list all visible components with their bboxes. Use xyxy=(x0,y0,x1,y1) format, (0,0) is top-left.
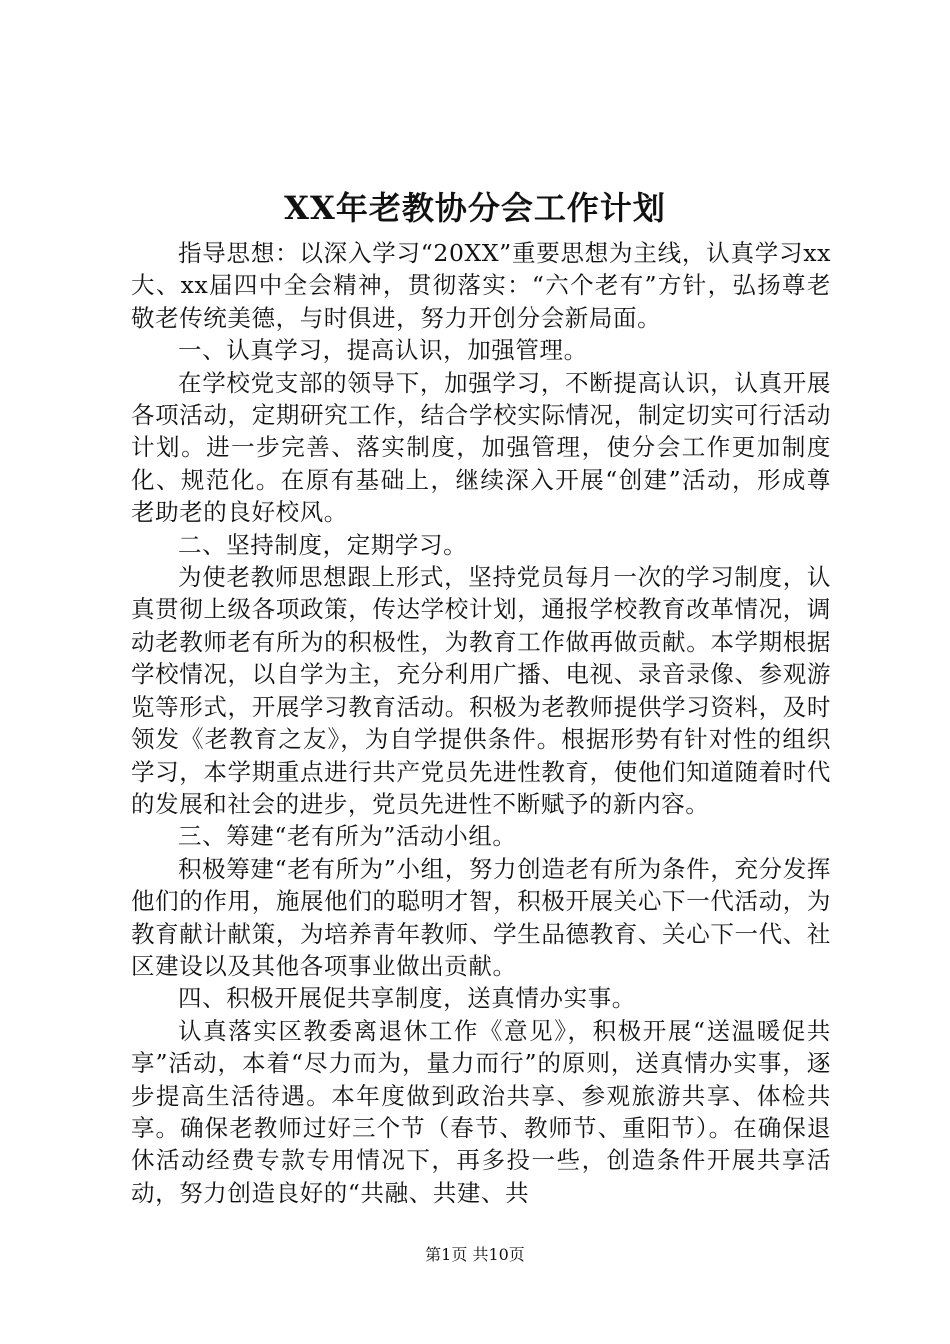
document-body xyxy=(131,237,831,1209)
document-title: XX年老教协分会工作计划 xyxy=(284,189,666,227)
section-heading-1: 一、认真学习，提高认识，加强管理。 xyxy=(178,336,588,365)
paragraph-section-4: 认真落实区教委离退休工作《意见》，积极开展“送温暖促共享”活动，本着“尽力而为，量力而行”的原则，送真情办实事，逐步提高生活待遇。本年度做到政治共享、参观旅游共享、体检共享。确保老教师过好三个节（春节、教师节、重阳节）。在确保退休活动经费专款专用情况下，再多投一些，创造条件开展共享活动，努力创造良好的“共融、共建、共 xyxy=(131,1016,831,1207)
page-number-footer: 第1页 共10页 xyxy=(425,1245,525,1264)
section-heading-2: 二、坚持制度，定期学习。 xyxy=(178,530,468,559)
section-heading-3: 三、筹建“老有所为”活动小组。 xyxy=(178,822,517,851)
paragraph-section-3: 积极筹建“老有所为”小组，努力创造老有所为条件，充分发挥他们的作用，施展他们的聪明才智，积极开展关心下一代活动，为教育献计献策，为培养青年教师、学生品德教育、关心下一代、社区建设以及其他各项事业做出贡献。 xyxy=(131,854,831,980)
paragraph-section-2: 为使老教师思想跟上形式，坚持党员每月一次的学习制度，认真贯彻上级各项政策，传达学校计划，通报学校教育改革情况，调动老教师老有所为的积极性，为教育工作做再做贡献。本学期根据学校情况，以自学为主，充分利用广播、电视、录音录像、参观游览等形式，开展学习教育活动。积极为老教师提供学习资料，及时领发《老教育之友》，为自学提供条件。根据形势有针对性的组织学习，本学期重点进行共产党员先进性教育，使他们知道随着时代的发展和社会的进步，党员先进性不断赋予的新内容。 xyxy=(131,563,831,818)
section-heading-4: 四、积极开展促共享制度，送真情办实事。 xyxy=(178,984,636,1013)
paragraph-guiding-thought: 指导思想：以深入学习“20XX”重要思想为主线，认真学习xx大、xx届四中全会精神，贯彻落实：“六个老有”方针，弘扬尊老敬老传统美德，与时俱进，努力开创分会新局面。 xyxy=(131,239,831,332)
paragraph-section-1: 在学校党支部的领导下，加强学习，不断提高认识，认真开展各项活动，定期研究工作，结合学校实际情况，制定切实可行活动计划。进一步完善、落实制度，加强管理，使分会工作更加制度化、规范化。在原有基础上，继续深入开展“创建”活动，形成尊老助老的良好校风。 xyxy=(131,368,831,527)
